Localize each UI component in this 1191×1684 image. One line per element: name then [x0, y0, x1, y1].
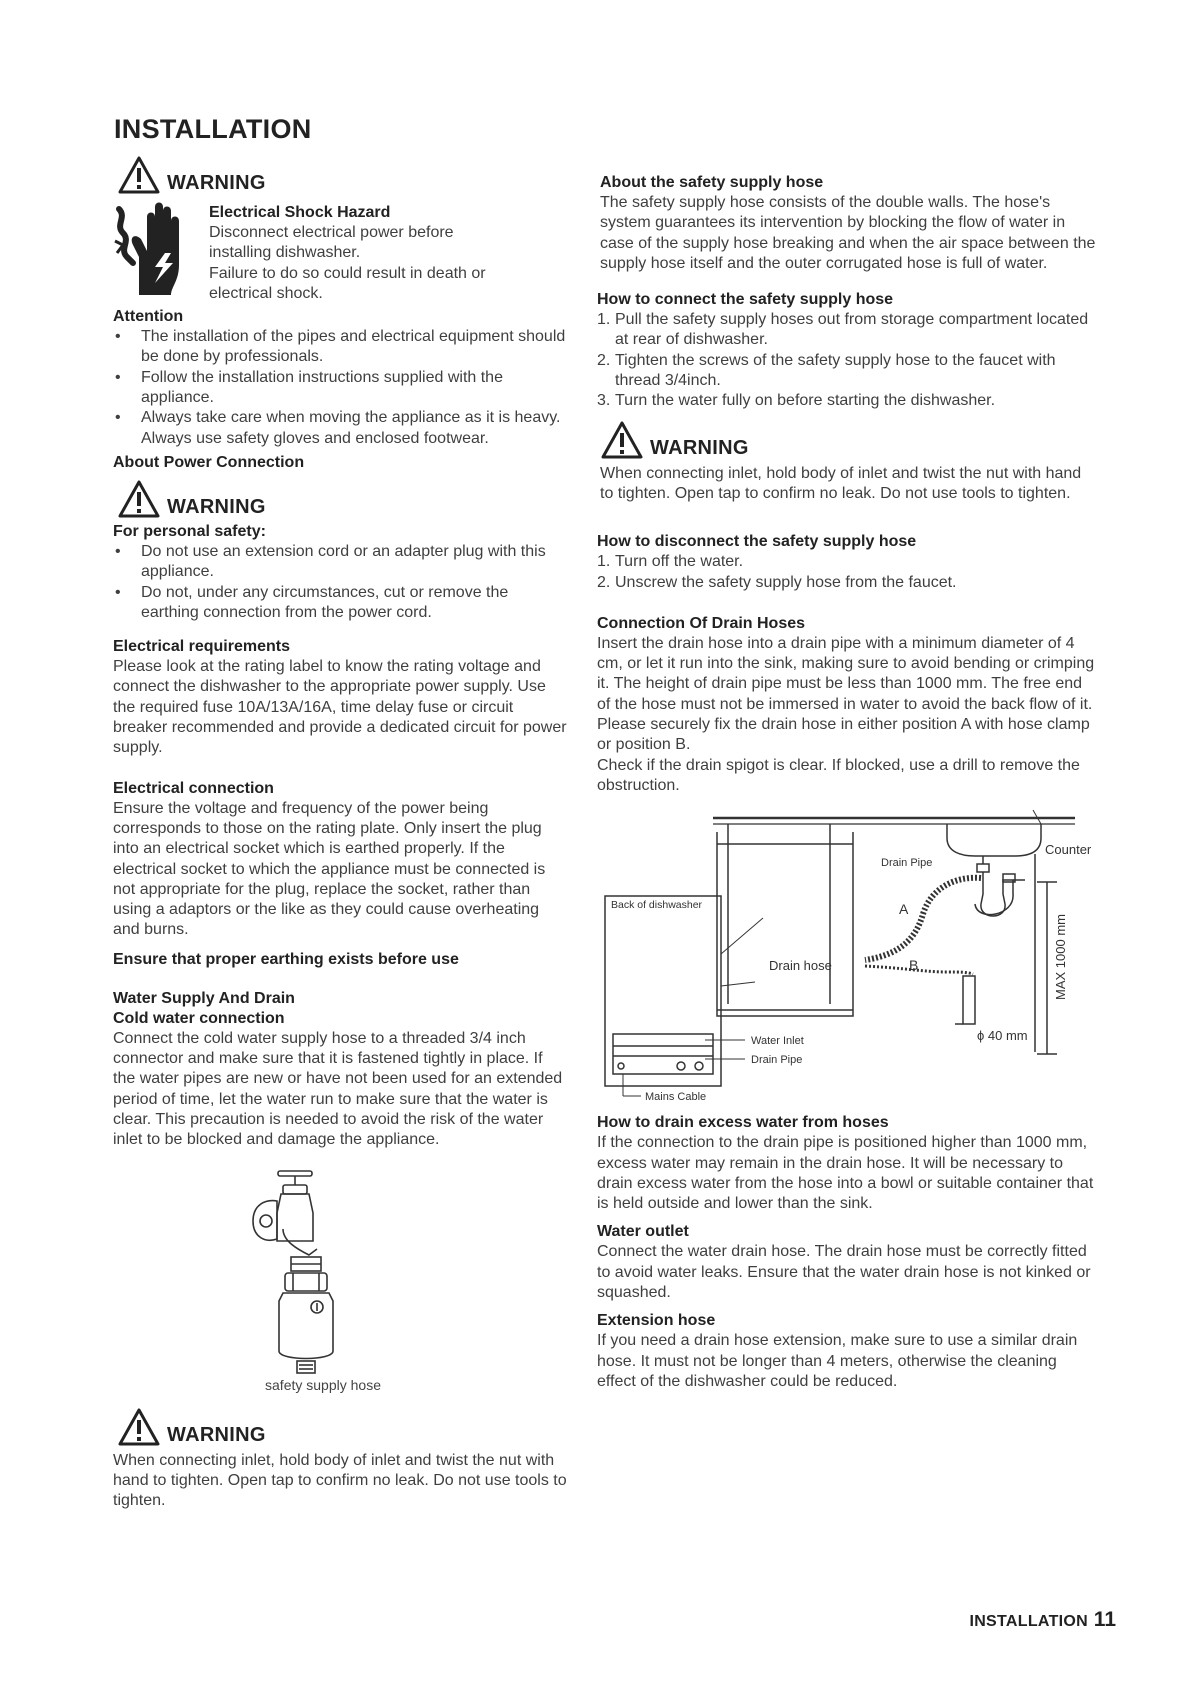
warning-label: WARNING — [650, 436, 749, 459]
shock-line-4: electrical shock. — [209, 284, 323, 302]
diagram-drain-pipe-top: Drain Pipe — [881, 857, 933, 870]
attention-section — [113, 307, 568, 449]
step-text: Unscrew the safety supply hose from the faucet. — [615, 573, 957, 591]
diagram-water-inlet: Water Inlet — [751, 1035, 804, 1048]
attention-heading: Attention — [113, 308, 184, 326]
list-item: • Always take care when moving the appliance as it is heavy. Always use safety gloves and enclosed footwear. — [113, 408, 568, 449]
warning-electrical-shock — [113, 155, 568, 304]
step-number: 2. — [597, 351, 611, 369]
step-number: 3. — [597, 392, 611, 410]
list-item — [597, 310, 1097, 351]
about-safety-hose — [597, 173, 1097, 274]
right-column — [597, 173, 1097, 1392]
step-number: 2. — [597, 573, 611, 591]
list-item: • Follow the installation instructions supplied with the appliance. — [113, 368, 568, 409]
list-item: • The installation of the pipes and electrical equipment should be done by professionals. — [113, 327, 568, 368]
disconnect-hose-heading: How to disconnect the safety supply hose — [597, 533, 917, 551]
extension-hose-heading: Extension hose — [597, 1312, 716, 1330]
warning-connecting-inlet-right — [597, 420, 1097, 505]
excess-water-heading: How to drain excess water from hoses — [597, 1114, 889, 1132]
step-text: Turn off the water. — [615, 553, 744, 571]
diagram-back-label: Back of dishwasher — [611, 899, 703, 912]
electrical-requirements-heading: Electrical requirements — [113, 638, 290, 656]
step-number: 1. — [597, 553, 611, 571]
list-item — [597, 552, 1097, 572]
water-outlet-text: Connect the water drain hose. The drain hose must be correctly fitted to avoid water leaks. Ensure that the water drain hose is not kinked or squashed. — [597, 1243, 1091, 1302]
list-item — [597, 573, 1097, 593]
about-hose-text: The safety supply hose consists of the double walls. The hose's system guarantees its intervention by blocking the flow of water in case of the supply hose breaking and when the air space between the supply hose itself and the outer corrugated hose is full of water. — [600, 194, 1096, 272]
diagram-mains-cable: Mains Cable — [645, 1091, 707, 1104]
cold-water-heading: Cold water connection — [113, 1009, 285, 1027]
about-hose-heading: About the safety supply hose — [600, 174, 824, 191]
cold-water-text: Connect the cold water supply hose to a threaded 3/4 inch connector and make sure that it is fastened tightly in place. If the water pipes are new or have not been used for an extended period of time, let the water run to make sure that the water is clear. This precaution is needed to avoid the risk of the water inlet to be blocked and damage the appliance. — [113, 1029, 563, 1149]
hose-caption: safety supply hose — [265, 1376, 381, 1393]
diagram-drain-hose-label: Drain hose — [769, 958, 832, 974]
warning-triangle-icon — [117, 1407, 161, 1447]
inlet-warning-text-right: When connecting inlet, hold body of inlet and twist the nut with hand to tighten. Open tap to confirm no leak. Do not use tools to tighten. — [600, 464, 1082, 502]
diagram-diameter: ϕ 40 mm — [977, 1028, 1028, 1044]
list-item: • Do not, under any circumstances, cut or remove the earthing connection from the power cord. — [113, 583, 568, 624]
water-outlet-heading: Water outlet — [597, 1223, 689, 1241]
disconnect-steps — [597, 552, 1097, 593]
warning-personal-safety — [113, 479, 568, 623]
page-title: INSTALLATION — [114, 114, 312, 144]
drain-hoses-heading: Connection Of Drain Hoses — [597, 614, 806, 632]
safety-supply-hose-illustration — [113, 1169, 568, 1374]
list-item — [597, 391, 1097, 411]
warning-triangle-icon — [600, 420, 644, 460]
power-connection-heading: About Power Connection — [113, 453, 305, 471]
diagram-counter-label: Counter — [1045, 842, 1092, 858]
electrical-requirements-text: Please look at the rating label to know the rating voltage and connect the dishwasher to the appropriate power supply. Use the required fuse 10A/13A/16A, time delay fuse or circuit breaker recommended and provide a dedicated circuit for power supply. — [113, 658, 567, 757]
connect-hose-section — [597, 290, 1097, 411]
safety-hose-figure — [113, 1169, 568, 1397]
connect-hose-heading: How to connect the safety supply hose — [597, 291, 894, 309]
excess-water-section — [597, 1113, 1097, 1214]
earthing-note: Ensure that proper earthing exists before use — [113, 950, 459, 968]
water-outlet-section — [597, 1222, 1097, 1303]
diagram-max-height: MAX 1000 mm — [1053, 914, 1068, 1001]
water-supply-section — [113, 989, 568, 1151]
drain-diagram — [595, 804, 1097, 1109]
water-supply-heading: Water Supply And Drain — [113, 989, 295, 1007]
warning-label: WARNING — [167, 1423, 266, 1446]
shock-line-2: installing dishwasher. — [209, 244, 361, 262]
warning-connecting-inlet — [113, 1407, 568, 1512]
extension-hose-section — [597, 1311, 1097, 1392]
list-item — [597, 351, 1097, 392]
drain-hoses-text: Insert the drain hose into a drain pipe with a minimum diameter of 4 cm, or let it run into the sink, making sure to avoid bending or crimping it. The height of drain pipe must be less than 1000 mm. The free end of the hose must not be immersed in water to avoid the back flow of it. Please securely fix the drain hose in either position A with hose clamp or position B. Check if the drain spigot is clear. If blocked, use a drill to remove the obstruction. — [597, 634, 1095, 794]
step-text: Tighten the screws of the safety supply hose to the faucet with thread 3/4inch. — [615, 351, 1056, 390]
step-text: Turn the water fully on before starting the dishwasher. — [615, 392, 996, 410]
electrical-connection — [113, 779, 568, 941]
warning-triangle-icon — [117, 479, 161, 519]
attention-list — [113, 327, 568, 449]
extension-hose-text: If you need a drain hose extension, make sure to use a similar drain hose. It must not be longer than 4 meters, otherwise the cleaning effect of the dishwasher could be reduced. — [597, 1332, 1078, 1390]
warning-label: WARNING — [167, 172, 266, 194]
connect-steps — [597, 310, 1097, 411]
step-number: 1. — [597, 311, 611, 329]
excess-water-text: If the connection to the drain pipe is positioned higher than 1000 mm, excess water may remain in the drain hose. It will be necessary to drain excess water from the hose into a bowl or suitable container that is held outside and lower than the sink. — [597, 1134, 1094, 1213]
electric-shock-hand-icon — [113, 201, 197, 299]
electrical-connection-heading: Electrical connection — [113, 779, 274, 797]
diagram-position-b: B — [909, 957, 919, 974]
shock-line-3: Failure to do so could result in death or — [209, 264, 486, 282]
footer-section-label: INSTALLATION — [969, 1613, 1088, 1630]
drain-installation-diagram — [595, 804, 1095, 1104]
personal-safety-heading: For personal safety: — [113, 522, 266, 540]
left-column — [113, 150, 568, 1511]
personal-safety-list — [113, 542, 568, 623]
electrical-requirements — [113, 637, 568, 758]
drain-hoses-section — [597, 614, 1097, 796]
page-number: 11 — [1093, 1608, 1116, 1631]
step-text: Pull the safety supply hoses out from storage compartment located at rear of dishwasher. — [615, 311, 1089, 349]
shock-line-1: Disconnect electrical power before — [209, 224, 454, 241]
warning-triangle-icon — [117, 155, 161, 195]
electrical-connection-text: Ensure the voltage and frequency of the power being corresponds to those on the rating plate. Only insert the plug into an electrical socket which is earthed properly. If the electrical socket to which the appliance must be connected is not appropriate for the plug, replace the socket, rather than using a adaptors or the like as they could cause overheating and burns. — [113, 799, 546, 939]
inlet-warning-text: When connecting inlet, hold body of inlet and twist the nut with hand to tighten. Open tap to confirm no leak. Do not use tools to tighten. — [113, 1451, 567, 1510]
diagram-drain-pipe-bottom: Drain Pipe — [751, 1054, 803, 1067]
shock-hazard-heading: Electrical Shock Hazard — [209, 204, 391, 221]
list-item: • Do not use an extension cord or an adapter plug with this appliance. — [113, 542, 568, 583]
warning-label: WARNING — [167, 495, 266, 518]
disconnect-hose-section — [597, 532, 1097, 593]
diagram-position-a: A — [899, 901, 909, 918]
